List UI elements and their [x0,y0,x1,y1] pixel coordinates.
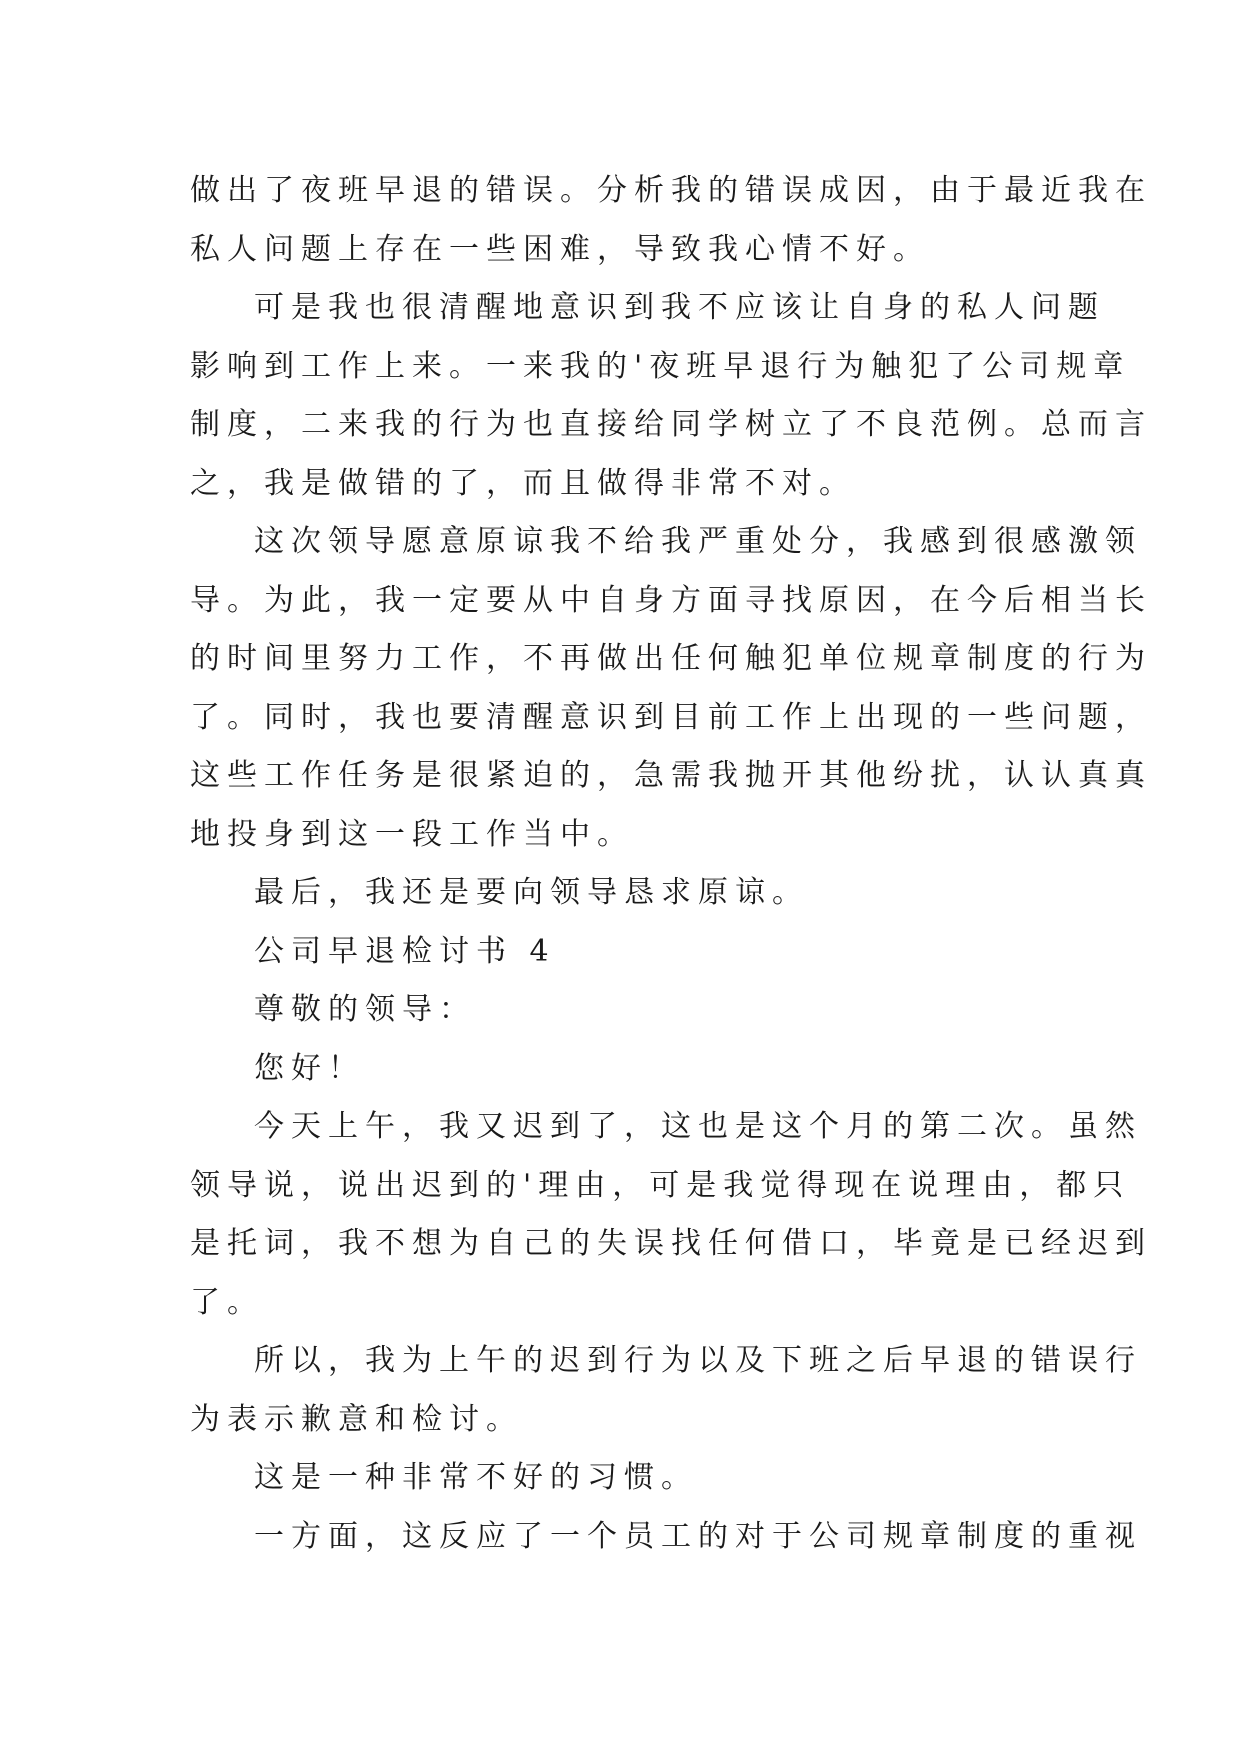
document-body [190,162,1152,1566]
text-line: 私人问题上存在一些困难，导致我心情不好。 [190,231,930,267]
text-line: 制度，二来我的行为也直接给同学树立了不良范例。总而言 [190,407,1152,442]
paragraph-first-line: 您好！ [254,1050,365,1086]
text-line: 领导说，说出迟到的'理由，可是我觉得现在说理由，都只 [190,1167,1131,1203]
text-line: 导。为此，我一定要从中自身方面寻找原因，在今后相当长 [190,582,1152,618]
paragraph-first-line: 可是我也很清醒地意识到我不应该让自身的私人问题 [254,290,1105,325]
text-line: 了。同时，我也要清醒意识到目前工作上出现的一些问题， [190,699,1152,735]
paragraph-first-line: 所以，我为上午的迟到行为以及下班之后早退的错误行 [254,1343,1142,1378]
paragraph-first-line: 尊敬的领导： [254,992,476,1027]
paragraph-first-line: 这是一种非常不好的习惯。 [254,1460,698,1495]
paragraph-first-line: 一方面，这反应了一个员工的对于公司规章制度的重视 [254,1518,1142,1554]
text-line: 地投身到这一段工作当中。 [190,816,634,852]
text-line: 了。 [190,1284,264,1320]
text-line: 这些工作任务是很紧迫的，急需我抛开其他纷扰，认认真真 [190,758,1152,793]
text-line: 做出了夜班早退的错误。分析我的错误成因，由于最近我在 [190,173,1152,208]
paragraph-first-line: 最后，我还是要向领导恳求原谅。 [254,875,809,910]
text-line: 是托词，我不想为自己的失误找任何借口，毕竟是已经迟到 [190,1226,1152,1261]
text-line: 之，我是做错的了，而且做得非常不对。 [190,465,856,501]
text-line: 影响到工作上来。一来我的'夜班早退行为触犯了公司规章 [190,348,1131,384]
paragraph-first-line: 这次领导愿意原谅我不给我严重处分，我感到很感激领 [254,524,1142,559]
paragraph-first-line: 今天上午，我又迟到了，这也是这个月的第二次。虽然 [254,1109,1142,1144]
paragraph-first-line: 公司早退检讨书 4 [254,933,556,969]
text-line: 的时间里努力工作，不再做出任何触犯单位规章制度的行为 [190,641,1152,676]
text-line: 为表示歉意和检讨。 [190,1401,523,1437]
